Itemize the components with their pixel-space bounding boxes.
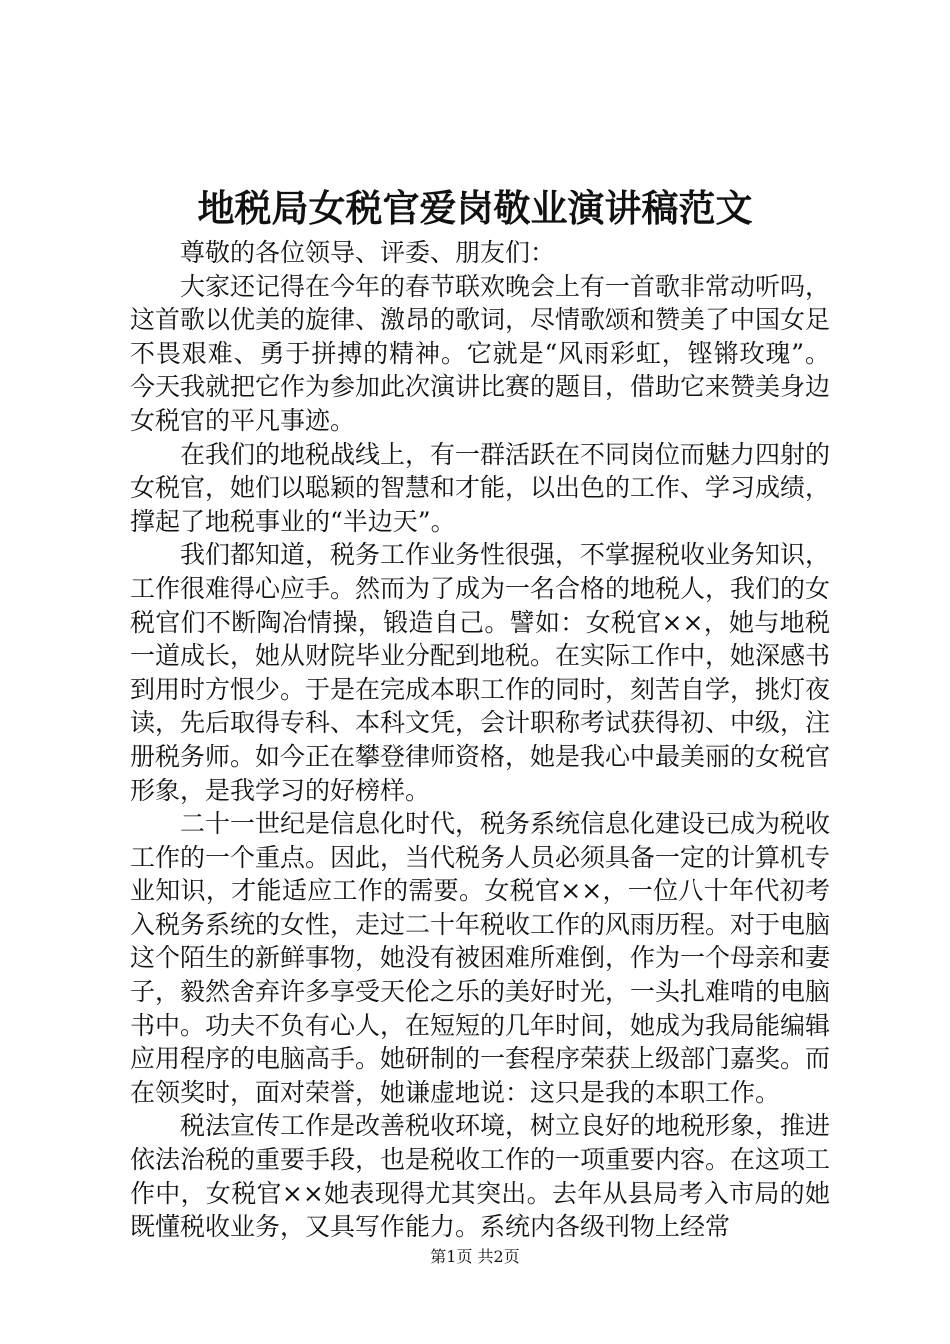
document-title: 地税局女税官爱岗敬业演讲稿范文 — [197, 186, 753, 230]
paragraph: 大家还记得在今年的春节联欢晚会上有一首歌非常动听吗，这首歌以优美的旋律、激昂的歌词，尽情歌颂和赞美了中国女足不畏艰难、勇于拼搏的精神。它就是“风雨彩虹，铿锵玫瑰”。今天我就把它作为参加此次演讲比赛的题目，借助它来赞美身边女税官的平凡事迹。 — [130, 271, 831, 435]
document-body — [130, 236, 830, 1244]
paragraph: 我们都知道，税务工作业务性很强，不掌握税收业务知识，工作很难得心应手。然而为了成为一名合格的地税人，我们的女税官们不断陶冶情操，锻造自己。譬如：女税官××，她与地税一道成长，她从财院毕业分配到地税。在实际工作中，她深感书到用时方恨少。于是在完成本职工作的同时，刻苦自学，挑灯夜读，先后取得专科、本科文凭，会计职称考试获得初、中级，注册税务师。如今正在攀登律师资格，她是我心中最美丽的女税官形象，是我学习的好榜样。 — [130, 540, 831, 805]
paragraph: 在我们的地税战线上，有一群活跃在不同岗位而魅力四射的女税官，她们以聪颖的智慧和才能，以出色的工作、学习成绩，撑起了地税事业的“半边天”。 — [130, 439, 831, 536]
paragraph-salutation: 尊敬的各位领导、评委、朋友们： — [180, 238, 556, 267]
page-number-footer: 第1页 共2页 — [430, 1247, 520, 1266]
paragraph: 二十一世纪是信息化时代，税务系统信息化建设已成为税收工作的一个重点。因此，当代税务人员必须具备一定的计算机专业知识，才能适应工作的需要。女税官××，一位八十年代初考入税务系统的女性，走过二十年税收工作的风雨历程。对于电脑这个陌生的新鲜事物，她没有被困难所难倒，作为一个母亲和妻子，毅然舍弃许多享受天伦之乐的美好时光，一头扎难啃的电脑书中。功夫不负有心人，在短短的几年时间，她成为我局能编辑应用程序的电脑高手。她研制的一套程序荣获上级部门嘉奖。而在领奖时，面对荣誉，她谦虚地说：这只是我的本职工作。 — [130, 809, 831, 1107]
paragraph: 税法宣传工作是改善税收环境，树立良好的地税形象，推进依法治税的重要手段，也是税收工作的一项重要内容。在这项工作中，女税官××她表现得尤其突出。去年从县局考入市局的她既懂税收业务，又具写作能力。系统内各级刊物上经常 — [130, 1111, 831, 1242]
